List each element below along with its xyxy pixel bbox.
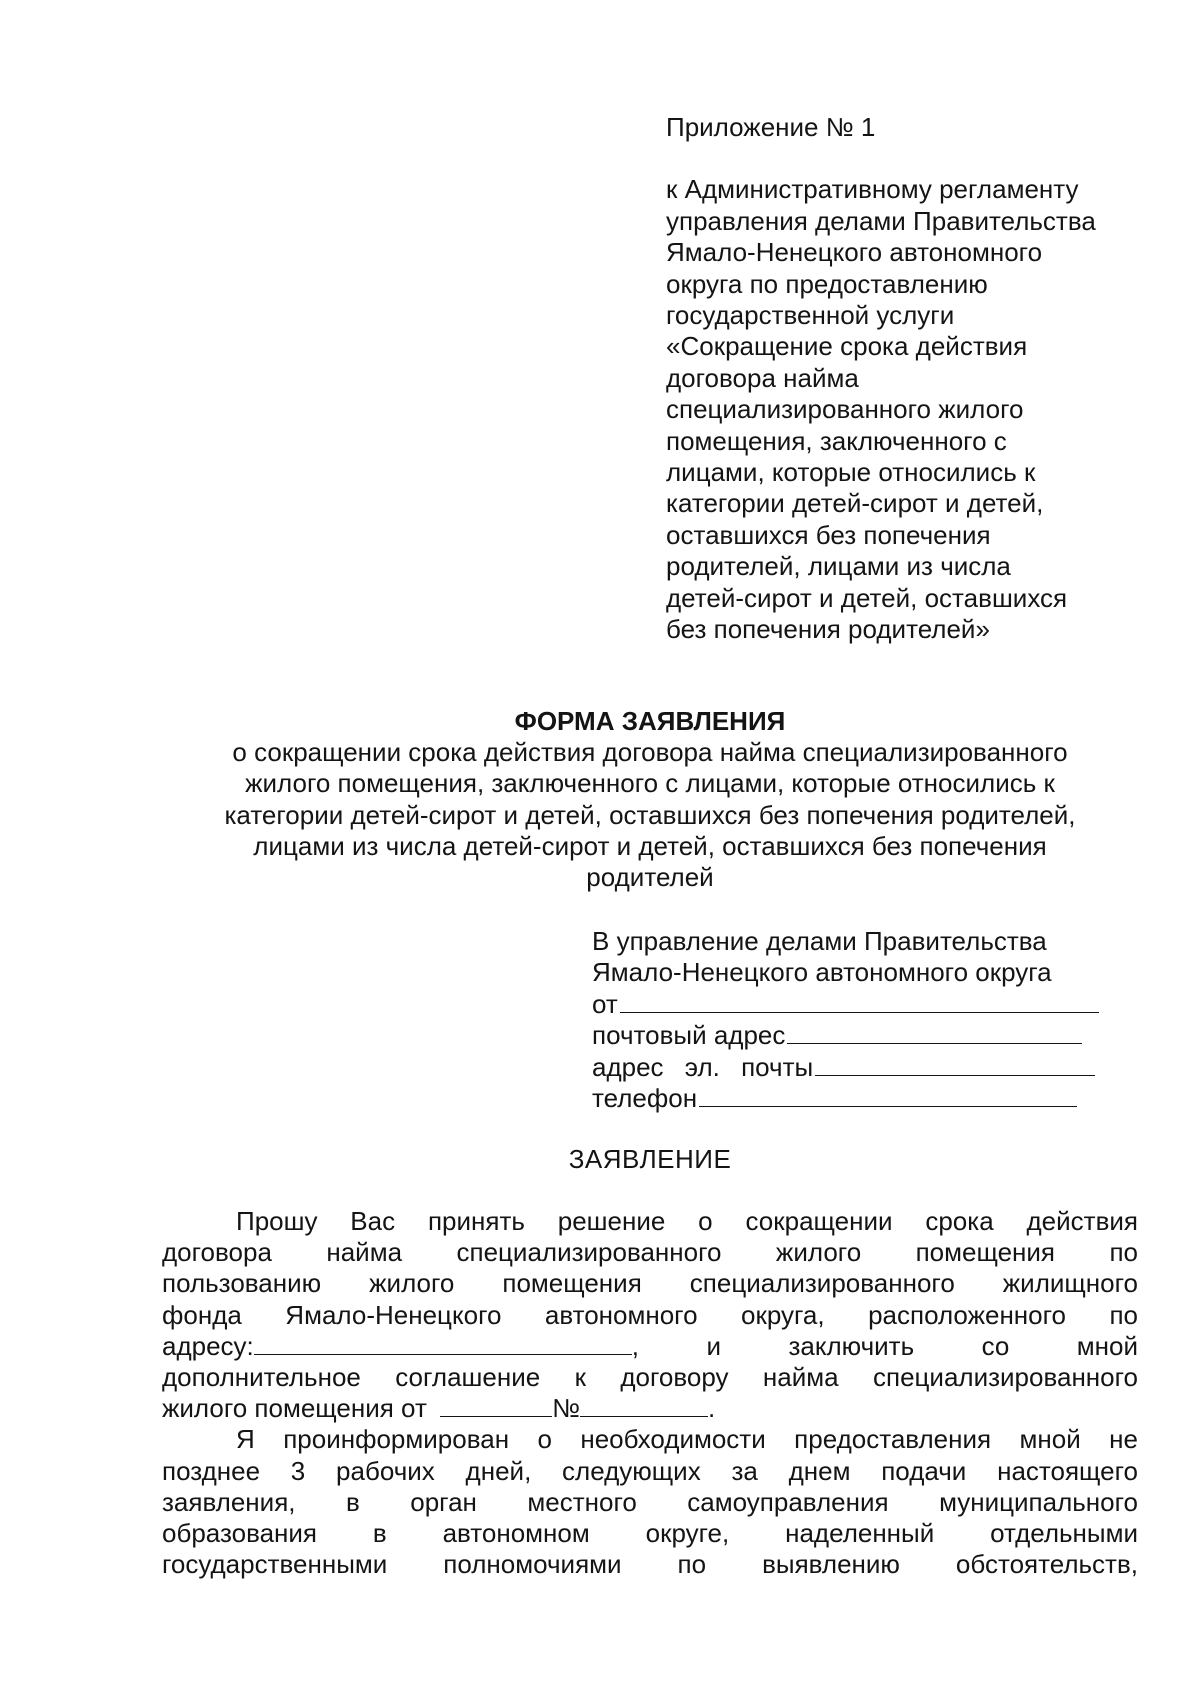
postal-label: почтовый адрес [592, 1020, 786, 1051]
sentence-end: . [708, 1393, 716, 1424]
appendix-line: управления делами Правительства [666, 205, 1096, 236]
paragraph-line: государственными полномочиями по выявлению обстоятельств, [162, 1549, 1138, 1580]
appendix-line: округа по предоставлению [666, 268, 988, 299]
contract-date-label: жилого помещения от [162, 1393, 427, 1424]
addressee-block [592, 926, 1112, 1114]
form-subtitle-line: жилого помещения, заключенного с лицами, которые относились к [245, 768, 1055, 799]
email-label: адрес эл. почты [592, 1051, 814, 1082]
from-field[interactable] [620, 990, 1099, 1013]
form-title: ФОРМА ЗАЯВЛЕНИЯ [514, 706, 786, 736]
paragraph-line: Прошу Вас принять решение о сокращении срока действия [236, 1206, 1138, 1236]
contract-number-field[interactable] [580, 1394, 708, 1417]
appendix-line: родителей, лицами из числа [666, 551, 1011, 582]
contract-date-field[interactable] [440, 1394, 552, 1417]
addressee-line-2: Ямало-Ненецкого автономного округа [592, 957, 1052, 988]
email-row [592, 1052, 1112, 1083]
application-body [162, 1206, 1138, 1580]
appendix-line: Ямало-Ненецкого автономного [666, 237, 1043, 268]
addressee-line-1: В управление делами Правительства [592, 926, 1047, 956]
address-field[interactable] [254, 1332, 632, 1355]
form-subtitle-line: родителей [586, 862, 714, 893]
appendix-line: без попечения родителей» [666, 614, 990, 645]
paragraph-line: образования в автономном округе, наделенный отдельными [162, 1517, 1138, 1548]
paragraph-line: позднее 3 рабочих дней, следующих за днем подачи настоящего [162, 1455, 1138, 1486]
phone-row [592, 1083, 1112, 1114]
phone-field[interactable] [699, 1084, 1077, 1107]
email-field[interactable] [815, 1053, 1095, 1076]
appendix-line: к Административному регламенту [666, 174, 1079, 205]
appendix-line: помещения, заключенного с [666, 425, 1007, 456]
address-label: адресу: [162, 1330, 254, 1361]
from-row [592, 989, 1112, 1020]
appendix-line: договора найма [666, 362, 859, 393]
address-line [162, 1331, 1138, 1362]
postal-address-field[interactable] [787, 1021, 1082, 1044]
appendix-title: Приложение № 1 [666, 112, 876, 142]
form-subtitle-line: о сокращении срока действия договора найма специализированного [232, 737, 1068, 768]
appendix-block [666, 112, 1166, 646]
from-label: от [592, 988, 618, 1019]
paragraph-line: договора найма специализированного жилого помещения по [162, 1237, 1138, 1268]
paragraph-line: Я проинформирован о необходимости предоставления мной не [236, 1424, 1138, 1455]
appendix-line: оставшихся без попечения [666, 519, 991, 550]
appendix-line: детей-сирот и детей, оставшихся [666, 582, 1068, 613]
address-tail: , и заключить со мной [631, 1330, 1138, 1361]
contract-date-line [162, 1393, 1138, 1424]
application-heading: ЗАЯВЛЕНИЕ [568, 1144, 732, 1174]
paragraph-line: дополнительное соглашение к договору найма специализированного [162, 1361, 1138, 1392]
paragraph-line: заявления, в орган местного самоуправления муниципального [162, 1486, 1138, 1517]
form-title-block [160, 706, 1140, 893]
paragraph-line: фонда Ямало-Ненецкого автономного округа, расположенного по [162, 1299, 1138, 1330]
appendix-line: «Сокращение срока действия [666, 331, 1028, 362]
form-subtitle-line: лицами из числа детей-сирот и детей, оставшихся без попечения [253, 830, 1047, 861]
postal-row [592, 1020, 1112, 1051]
form-subtitle-line: категории детей-сирот и детей, оставшихся без попечения родителей, [224, 799, 1076, 830]
number-sign: № [552, 1393, 580, 1424]
appendix-line: категории детей-сирот и детей, [666, 488, 1044, 519]
phone-label: телефон [592, 1083, 698, 1114]
appendix-line: специализированного жилого [666, 394, 1024, 425]
paragraph-line: пользованию жилого помещения специализированного жилищного [162, 1268, 1138, 1299]
appendix-line: лицами, которые относились к [666, 457, 1036, 488]
appendix-line: государственной услуги [666, 300, 955, 331]
